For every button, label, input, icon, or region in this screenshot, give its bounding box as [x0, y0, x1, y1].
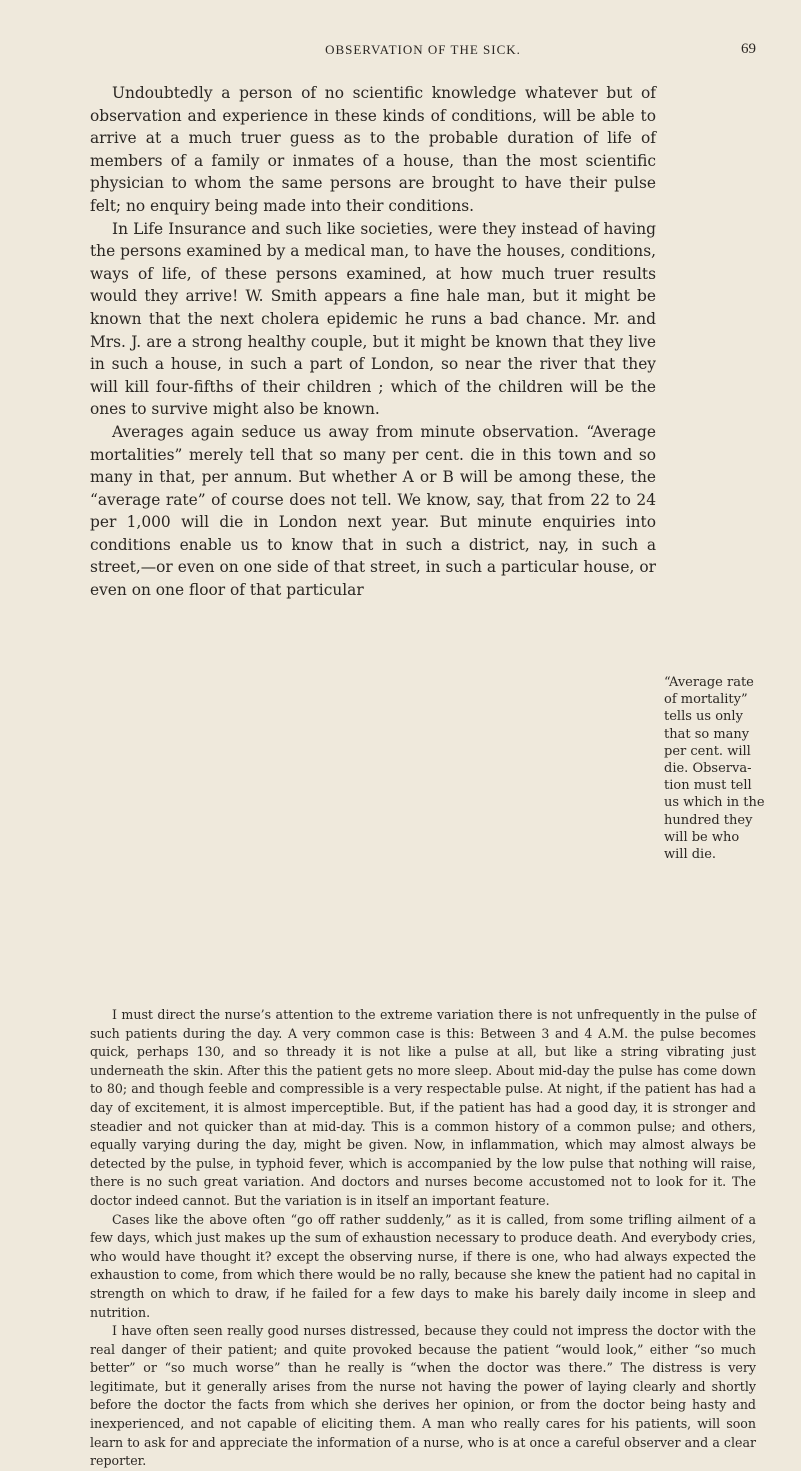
margin-note-line: die. Observa- — [664, 761, 752, 777]
margin-note-line: hundred they — [664, 812, 753, 828]
margin-note-line: will be who — [664, 829, 740, 845]
margin-note-line: will die. — [664, 847, 717, 863]
margin-note-line: per cent. will — [664, 743, 751, 759]
paragraph: Averages again seduce us away from minute observation. “Average mortalities” merely tell that so many per cent. die in this town and so many in that, per annum. But whether A or B will be among these, the “average rate” of course does not tell. We know, say, that from 22 to 24 per 1,000 will die in London next year. But minute enquiries into conditions enable us to know that in such a district, nay, in such a street,—or even on one side of that street, in such a particular house, or even on one floor of that particular — [90, 422, 656, 600]
margin-note-line: of mortality” — [664, 692, 748, 708]
margin-note-line: us which in the — [664, 795, 765, 811]
paragraph: In Life Insurance and such like societies, were they instead of having the persons examined by a medical man, to have the houses, conditions, ways of life, of these persons examined, at how much truer results would they arrive! W. Smith appears a fine hale man, but it might be known that the next cholera epidemic he runs a bad chance. Mr. and Mrs. J. are a strong healthy couple, but it might be known that they live in such a house, in such a part of London, so near the river that they will kill four-fifths of their children ; which of the children will be the ones to survive might also be known. — [90, 219, 656, 419]
main-text — [90, 82, 656, 602]
footnote-paragraph: I must direct the nurse’s attention to the extreme variation there is not unfrequently in the pulse of such patients during the day. A very common case is this: Between 3 and 4 A.M. the pulse becomes quick, perhaps 130, and so thready it is not like a pulse at all, but like a string vibrating just underneath the skin. After this the patient gets no more sleep. About mid-day the pulse has come down to 80; and though feeble and compressible is a very respectable pulse. At night, if the patient has had a day of excitement, it is almost imperceptible. But, if the patient has had a good day, it is stronger and steadier and not quicker than at mid-day. This is a common history of a common pulse; and others, equally varying during the day, might be given. Now, in inflammation, which may almost always be detected by the pulse, in typhoid fever, which is accompanied by the low pulse that nothing will raise, there is no such great variation. And doctors and nurses become accustomed not to look for it. The doctor indeed cannot. But the variation is in itself an important feature. — [90, 1007, 756, 1208]
margin-note-line: tells us only — [664, 709, 743, 725]
running-head: OBSERVATION OF THE SICK. — [325, 42, 521, 57]
footnote-text — [90, 1006, 756, 1471]
margin-note-line: that so many — [664, 726, 750, 742]
footnote-paragraph: I have often seen really good nurses distressed, because they could not impress the doctor with the real danger of their patient; and quite provoked because the patient “would look,” either “so much better” or “so much worse” than he really is “when the doctor was there.” The distress is very legitimate, but it generally arises from the nurse not having the power of laying clearly and shortly before the doctor the facts from which she derives her opinion, or from the doctor being hasty and inexperienced, and not capable of eliciting them. A man who really cares for his patients, will soon learn to ask for and appreciate the information of a nurse, who is at once a careful observer and a clear reporter. — [90, 1323, 756, 1469]
page-number: 69 — [741, 41, 756, 57]
paragraph: Undoubtedly a person of no scientific knowledge whatever but of observation and experience in these kinds of conditions, will be able to arrive at a much truer guess as to the probable duration of life of members of a family or inmates of a house, than the most scientific physician to whom the same persons are brought to have their pulse felt; no enquiry being made into their conditions. — [90, 84, 656, 215]
margin-note — [664, 674, 768, 863]
footnote-paragraph: Cases like the above often “go off rather suddenly,” as it is called, from some trifling ailment of a few days, which just makes up the sum of exhaustion necessary to produce death. And everybody cries, who would have thought it? except the observing nurse, if there is one, who had always expected the exhaustion to come, from which there would be no rally, because she knew the patient had no capital in strength on which to draw, if he failed for a few days to make his barely daily income in sleep and nutrition. — [90, 1211, 756, 1320]
margin-note-line: “Average rate — [664, 675, 754, 690]
page-header — [90, 42, 756, 64]
margin-note-line: tion must tell — [664, 778, 752, 794]
